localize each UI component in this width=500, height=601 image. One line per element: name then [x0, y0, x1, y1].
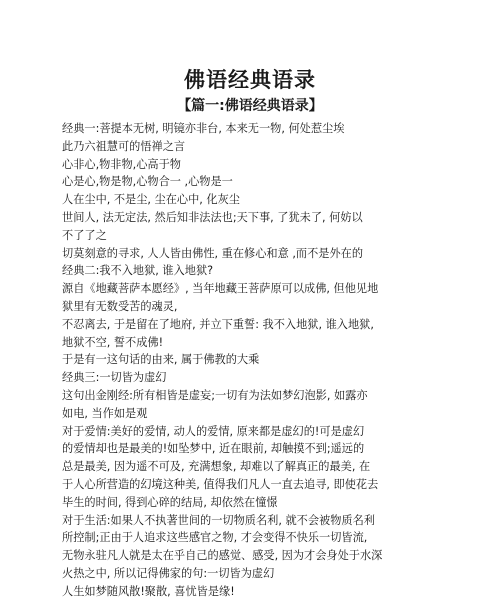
text-line: 此乃六祖慧可的悟禅之言	[62, 139, 186, 153]
text-line: 于是有一这句话的由来, 属于佛教的大乘	[62, 353, 260, 367]
text-line: 人生如梦随风散!聚散, 喜忧皆是缘!	[62, 584, 235, 598]
text-line: 人在尘中, 不是尘, 尘在心中, 化灰尘	[62, 193, 240, 207]
text-line: 源自《地藏菩萨本愿经》, 当年地藏王菩萨原可以成佛, 但他见地	[62, 282, 379, 296]
text-line: 如电, 当作如是观	[62, 406, 148, 420]
text-line: 对于生活:如果人不执著世间的一切物质名利, 就不会被物质名利	[62, 513, 375, 527]
text-line: 无物永驻凡人就是太在乎自己的感觉、感受, 因为才会身处于水深	[62, 549, 383, 563]
section-heading: 【篇一:佛语经典语录】	[177, 98, 323, 114]
document-title: 佛语经典语录	[184, 68, 316, 92]
text-line: 这句出金刚经:所有相皆是虚妄;一切有为法如梦幻泡影, 如露亦	[62, 388, 368, 402]
text-line: 切莫刻意的寻求, 人人皆由佛性, 重在修心和意 ,而不是外在的	[62, 246, 364, 260]
text-line: 总是最美, 因为遥不可及, 充满想象, 却难以了解真正的最美, 在	[62, 460, 371, 474]
text-line: 不了了之	[62, 228, 107, 242]
text-line: 心非心,物非物,心高于物	[62, 157, 181, 171]
text-line: 对于爱情:美好的爱情, 动人的爱情, 原来都是虚幻的!可是虚幻	[62, 424, 365, 438]
text-line: 狱里有无数受苦的魂灵,	[62, 299, 178, 313]
text-line: 经典一:菩提本无树, 明镜亦非台, 本来无一物, 何处惹尘埃	[62, 122, 345, 135]
text-line: 毕生的时间, 得到心碎的结局, 却依然在憧憬	[62, 495, 278, 509]
text-line: 不忍离去, 于是留在了地府, 并立下重誓: 我不入地狱, 谁入地狱,	[62, 317, 374, 331]
text-line: 地狱不空, 誓不成佛!	[62, 335, 164, 349]
text-line: 火热之中, 所以记得佛家的句:一切皆为虚幻	[62, 566, 275, 580]
text-line: 经典三:一切皆为虚幻	[62, 371, 167, 385]
text-line: 的爱情却也是最美的!如坠梦中, 近在眼前, 却触摸不到;遥远的	[62, 442, 365, 456]
text-line: 于人心所营造的幻境这种美, 值得我们凡人一直去追寻, 即使花去	[62, 477, 379, 491]
text-line: 心是心,物是物,心物合一 ,心物是一	[62, 175, 233, 189]
text-line: 世间人, 法无定法, 然后知非法法也;天下事, 了犹未了, 何妨以	[62, 210, 363, 224]
text-line: 所控制;正由于人追求这些感官之物, 才会变得不快乐一切皆流,	[62, 531, 368, 545]
text-line: 经典二:我不入地狱, 谁入地狱?	[62, 264, 214, 278]
document-body	[62, 120, 482, 601]
